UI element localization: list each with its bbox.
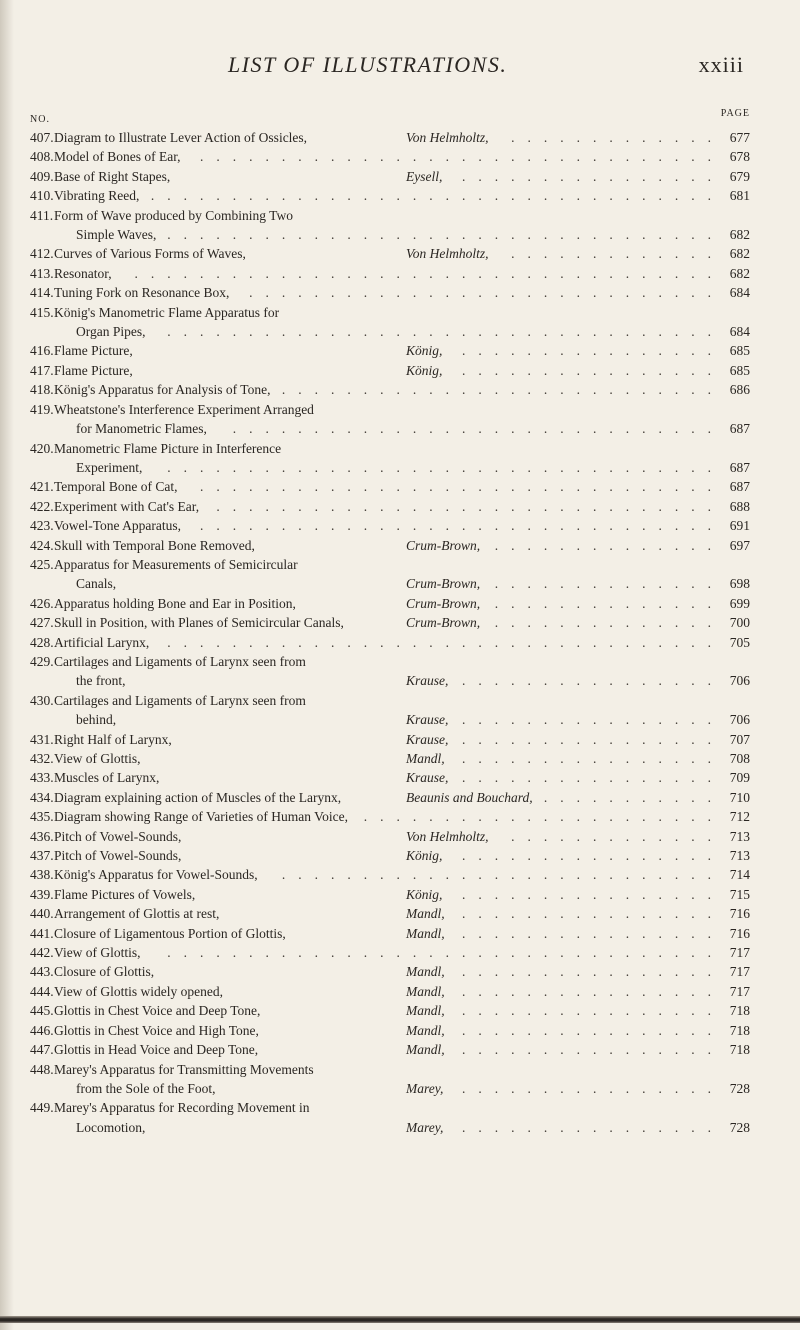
leader-dots: ............. (511, 828, 724, 844)
entry-page: 682 (729, 227, 750, 243)
list-item (30, 924, 750, 943)
entry-number: 432. (30, 751, 54, 766)
entry-author: Crum-Brown, (406, 595, 481, 611)
entry-number: 438. (30, 867, 54, 883)
entry-number: 439. (30, 886, 54, 902)
entry-number: 421. (30, 479, 54, 495)
list-item (30, 865, 750, 884)
entry-number: 429. (30, 653, 54, 669)
entry-title: König's Manometric Flame Apparatus for (54, 304, 280, 320)
leader-dots: ............................. (249, 285, 724, 301)
entry-title: König's Apparatus for Vowel-Sounds, (54, 867, 258, 883)
entry-page: 685 (729, 343, 750, 359)
entry-page: 687 (729, 479, 750, 495)
entry-page: 686 (729, 382, 750, 398)
list-item (30, 885, 750, 904)
entry-page: 682 (729, 265, 750, 281)
entry-number: 435. (30, 809, 54, 825)
entry-number: 442. (30, 945, 54, 961)
entry-number: 425. (30, 556, 54, 572)
entry-page: 713 (729, 848, 750, 864)
list-item (30, 225, 750, 244)
entry-author: Krause, (406, 712, 449, 728)
entry-title: Marey's Apparatus for Transmitting Movements (54, 1061, 314, 1077)
entry-title: Glottis in Chest Voice and Deep Tone, (54, 1003, 261, 1019)
leader-dots: .................................. (167, 227, 724, 243)
leader-dots: ................ (462, 168, 724, 184)
entry-author: Mandl, (406, 1003, 445, 1019)
entry-number: 418. (30, 382, 54, 398)
entry-title: Diagram showing Range of Varieties of Human Voice, (54, 809, 348, 825)
entry-number: 423. (30, 518, 54, 534)
list-item (30, 982, 750, 1001)
leader-dots: ................ (462, 925, 724, 941)
entry-author: König, (406, 343, 443, 359)
list-item (30, 730, 750, 749)
entry-number: 445. (30, 1003, 54, 1019)
list-item (30, 283, 750, 302)
entry-title: View of Glottis widely opened, (54, 983, 224, 999)
entry-number: 409. (30, 168, 54, 184)
entry-author: Mandl, (406, 751, 445, 766)
leader-dots: ................................ (200, 149, 724, 165)
entry-title: Wheatstone's Interference Experiment Arranged (54, 401, 314, 417)
list-item (30, 477, 750, 496)
list-item (30, 167, 750, 186)
entry-number: 422. (30, 498, 54, 514)
leader-dots: ................ (462, 1003, 724, 1019)
list-item (30, 516, 750, 535)
entry-author: Mandl, (406, 964, 445, 980)
entry-number: 437. (30, 848, 54, 864)
illustration-list (30, 128, 750, 1137)
list-item (30, 439, 750, 458)
leader-dots: ........... (543, 789, 724, 805)
entry-title: Resonator, (54, 265, 112, 281)
running-title: LIST OF ILLUSTRATIONS. (228, 52, 508, 77)
list-item (30, 555, 750, 574)
entry-title: Canals, (76, 576, 117, 592)
list-item (30, 458, 750, 477)
entry-author: Krause, (406, 673, 449, 689)
leader-dots: ................ (462, 983, 724, 999)
entry-number: 408. (30, 149, 54, 165)
list-item (30, 128, 750, 147)
entry-title: Apparatus for Measurements of Semicircular (54, 556, 298, 572)
list-item (30, 962, 750, 981)
leader-dots: ................................ (200, 479, 724, 495)
entry-page: 706 (729, 712, 750, 728)
entry-title: Glottis in Head Voice and Deep Tone, (54, 1042, 259, 1058)
column-headers (30, 108, 750, 128)
entry-number: 434. (30, 789, 54, 805)
entry-number: 426. (30, 595, 54, 611)
leader-dots: ................ (462, 848, 724, 864)
entry-title: Muscles of Larynx, (54, 770, 160, 786)
entry-page: 700 (729, 615, 750, 631)
list-item (30, 633, 750, 652)
entry-title: Experiment, (76, 459, 143, 475)
entry-title: Closure of Ligamentous Portion of Glottis, (54, 925, 286, 941)
entry-page: 681 (729, 188, 750, 204)
entry-page: 684 (729, 324, 750, 340)
list-item (30, 943, 750, 962)
entry-number: 431. (30, 731, 54, 747)
leader-dots: ............. (511, 130, 724, 145)
entry-page: 708 (729, 751, 750, 766)
entry-author: Mandl, (406, 906, 445, 922)
entry-title: View of Glottis, (54, 751, 141, 766)
leader-dots: .............. (494, 595, 724, 611)
list-item (30, 1001, 750, 1020)
entry-number: 410. (30, 188, 54, 204)
entry-title: Simple Waves, (76, 227, 157, 243)
entry-author: Mandl, (406, 925, 445, 941)
entry-author: Eysell, (406, 168, 443, 184)
leader-dots: ................ (462, 1042, 724, 1058)
leader-dots: ............. (511, 246, 724, 262)
list-item (30, 1098, 750, 1117)
entry-number: 440. (30, 906, 54, 922)
entry-number: 443. (30, 964, 54, 980)
list-item (30, 846, 750, 865)
entry-page: 682 (729, 246, 750, 262)
entry-title: Tuning Fork on Resonance Box, (54, 285, 230, 301)
list-item (30, 303, 750, 322)
entry-author: Marey, (406, 1119, 444, 1135)
entry-author: Krause, (406, 770, 449, 786)
entry-author: Crum-Brown, (406, 615, 481, 631)
leader-dots: ................................... (150, 188, 724, 204)
leader-dots: ................ (462, 712, 724, 728)
list-item (30, 497, 750, 516)
entry-title: behind, (76, 712, 117, 728)
leader-dots: .................................... (134, 265, 724, 281)
leader-dots: ................ (462, 1022, 724, 1038)
leader-dots: .................................. (167, 324, 724, 340)
entry-page: 716 (729, 906, 750, 922)
entry-page: 677 (729, 130, 750, 145)
entry-author: Crum-Brown, (406, 537, 481, 553)
leader-dots: .............. (494, 615, 724, 631)
entry-title: Pitch of Vowel-Sounds, (54, 828, 182, 844)
entry-title: Flame Picture, (54, 362, 133, 378)
entry-page: 688 (729, 498, 750, 514)
entry-page: 684 (729, 285, 750, 301)
list-item (30, 904, 750, 923)
entry-page: 678 (729, 149, 750, 165)
entry-page: 705 (729, 634, 750, 650)
entry-title: Flame Pictures of Vowels, (54, 886, 196, 902)
leader-dots: ................ (462, 673, 724, 689)
leader-dots: ................ (462, 362, 724, 378)
entry-number: 407. (30, 130, 54, 145)
entry-title: Base of Right Stapes, (54, 168, 171, 184)
list-item (30, 1060, 750, 1079)
list-item (30, 400, 750, 419)
entry-page: 710 (729, 789, 750, 805)
list-item (30, 1118, 750, 1137)
list-item (30, 691, 750, 710)
leader-dots: ................................ (200, 518, 724, 534)
entry-number: 419. (30, 401, 54, 417)
entry-title: Diagram to Illustrate Lever Action of Ossicles, (54, 130, 308, 145)
list-item (30, 574, 750, 593)
entry-number: 449. (30, 1100, 54, 1116)
leader-dots: ................ (462, 770, 724, 786)
entry-page: 699 (729, 595, 750, 611)
column-header-page: PAGE (720, 108, 750, 119)
list-item (30, 147, 750, 166)
entry-title: Marey's Apparatus for Recording Movement in (54, 1100, 310, 1116)
entry-title: the front, (76, 673, 126, 689)
entry-number: 424. (30, 537, 54, 553)
entry-title: Right Half of Larynx, (54, 731, 172, 747)
page-gutter-shadow (0, 0, 14, 1330)
entry-title: Locomotion, (76, 1119, 146, 1135)
entry-number: 441. (30, 925, 54, 941)
list-item (30, 244, 750, 263)
entry-number: 412. (30, 246, 54, 262)
entry-title: Skull with Temporal Bone Removed, (54, 537, 255, 553)
entry-title: Flame Picture, (54, 343, 133, 359)
entry-author: Von Helmholtz, (406, 828, 489, 844)
entry-author: Krause, (406, 731, 449, 747)
entry-title: for Manometric Flames, (76, 421, 207, 437)
entry-number: 413. (30, 265, 54, 281)
entry-author: Mandl, (406, 1022, 445, 1038)
entry-page: 707 (729, 731, 750, 747)
list-item (30, 419, 750, 438)
list-item (30, 1021, 750, 1040)
bottom-rule (0, 1316, 800, 1323)
entry-author: Marey, (406, 1080, 444, 1096)
entry-number: 428. (30, 634, 54, 650)
leader-dots: ........................... (281, 382, 724, 398)
leader-dots: ................ (462, 343, 724, 359)
entry-number: 416. (30, 343, 54, 359)
entry-title: Diagram explaining action of Muscles of the Larynx, (54, 789, 342, 805)
entry-title: Curves of Various Forms of Waves, (54, 246, 246, 262)
list-item (30, 827, 750, 846)
entry-number: 427. (30, 615, 54, 631)
entry-title: Organ Pipes, (76, 324, 146, 340)
entry-author: Crum-Brown, (406, 576, 481, 592)
entry-page: 728 (729, 1119, 750, 1135)
list-item (30, 341, 750, 360)
list-item (30, 536, 750, 555)
list-item (30, 788, 750, 807)
entry-author: König, (406, 848, 443, 864)
entry-page: 717 (729, 964, 750, 980)
leader-dots: .................................. (167, 634, 724, 650)
entry-author: Mandl, (406, 983, 445, 999)
entry-number: 444. (30, 983, 54, 999)
list-item (30, 671, 750, 690)
list-item (30, 322, 750, 341)
list-item (30, 710, 750, 729)
leader-dots: ............................... (216, 498, 724, 514)
leader-dots: .................................. (167, 945, 724, 961)
list-item (30, 749, 750, 768)
entry-title: Vowel-Tone Apparatus, (54, 518, 182, 534)
entry-page: 718 (729, 1003, 750, 1019)
entry-title: Form of Wave produced by Combining Two (54, 207, 293, 223)
entry-title: König's Apparatus for Analysis of Tone, (54, 382, 271, 398)
leader-dots: ................ (462, 964, 724, 980)
list-item (30, 264, 750, 283)
entry-number: 414. (30, 285, 54, 301)
entry-page: 715 (729, 886, 750, 902)
entry-title: View of Glottis, (54, 945, 141, 961)
entry-title: Temporal Bone of Cat, (54, 479, 178, 495)
entry-page: 687 (729, 459, 750, 475)
leader-dots: ................ (462, 1080, 724, 1096)
entry-number: 447. (30, 1042, 54, 1058)
list-item (30, 206, 750, 225)
list-item (30, 807, 750, 826)
leader-dots: .............. (494, 576, 724, 592)
column-header-no: NO. (30, 114, 50, 125)
entry-number: 417. (30, 362, 54, 378)
entry-title: Cartilages and Ligaments of Larynx seen from (54, 692, 306, 708)
entry-number: 433. (30, 770, 54, 786)
entry-title: Experiment with Cat's Ear, (54, 498, 200, 514)
entry-author: König, (406, 362, 443, 378)
entry-title: Apparatus holding Bone and Ear in Position, (54, 595, 296, 611)
page-number: xxiii (698, 52, 744, 77)
entry-author: Von Helmholtz, (406, 130, 489, 145)
entry-title: Skull in Position, with Planes of Semicircular Canals, (54, 615, 344, 631)
entry-number: 448. (30, 1061, 54, 1077)
leader-dots: ................ (462, 906, 724, 922)
entry-page: 679 (729, 168, 750, 184)
entry-page: 717 (729, 945, 750, 961)
list-item (30, 768, 750, 787)
entry-page: 717 (729, 983, 750, 999)
leader-dots: ........................... (281, 867, 724, 883)
leader-dots: ...................... (363, 809, 724, 825)
entry-title: from the Sole of the Foot, (76, 1080, 216, 1096)
leader-dots: .............................. (232, 421, 724, 437)
entry-title: Vibrating Reed, (54, 188, 140, 204)
entry-number: 415. (30, 304, 54, 320)
list-item (30, 1079, 750, 1098)
list-item (30, 594, 750, 613)
entry-page: 716 (729, 925, 750, 941)
entry-author: Mandl, (406, 1042, 445, 1058)
list-item (30, 361, 750, 380)
entry-title: Artificial Larynx, (54, 634, 150, 650)
leader-dots: .............. (494, 537, 724, 553)
entry-page: 709 (729, 770, 750, 786)
entry-number: 436. (30, 828, 54, 844)
list-item (30, 652, 750, 671)
entry-author: Beaunis and Bouchard, (406, 789, 533, 805)
entry-title: Glottis in Chest Voice and High Tone, (54, 1022, 259, 1038)
entry-page: 714 (729, 867, 750, 883)
entry-page: 697 (729, 537, 750, 553)
entry-number: 420. (30, 440, 54, 456)
entry-page: 698 (729, 576, 750, 592)
entry-page: 691 (729, 518, 750, 534)
entry-number: 446. (30, 1022, 54, 1038)
leader-dots: .................................. (167, 459, 724, 475)
page-header (0, 52, 800, 92)
entry-title: Cartilages and Ligaments of Larynx seen from (54, 653, 306, 669)
entry-title: Closure of Glottis, (54, 964, 155, 980)
leader-dots: ................ (462, 1119, 724, 1135)
list-item (30, 613, 750, 632)
list-item (30, 186, 750, 205)
entry-page: 713 (729, 828, 750, 844)
entry-page: 712 (729, 809, 750, 825)
entry-author: Von Helmholtz, (406, 246, 489, 262)
entry-page: 685 (729, 362, 750, 378)
entry-title: Arrangement of Glottis at rest, (54, 906, 220, 922)
entry-author: König, (406, 886, 443, 902)
entry-page: 687 (729, 421, 750, 437)
leader-dots: ................ (462, 886, 724, 902)
entry-page: 706 (729, 673, 750, 689)
entry-page: 728 (729, 1080, 750, 1096)
entry-title: Model of Bones of Ear, (54, 149, 181, 165)
leader-dots: ................ (462, 731, 724, 747)
entry-title: Manometric Flame Picture in Interference (54, 440, 282, 456)
list-item (30, 380, 750, 399)
entry-number: 430. (30, 692, 54, 708)
leader-dots: ................ (462, 751, 724, 766)
entry-number: 411. (30, 207, 54, 223)
entry-page: 718 (729, 1042, 750, 1058)
list-item (30, 1040, 750, 1059)
entry-page: 718 (729, 1022, 750, 1038)
entry-title: Pitch of Vowel-Sounds, (54, 848, 182, 864)
